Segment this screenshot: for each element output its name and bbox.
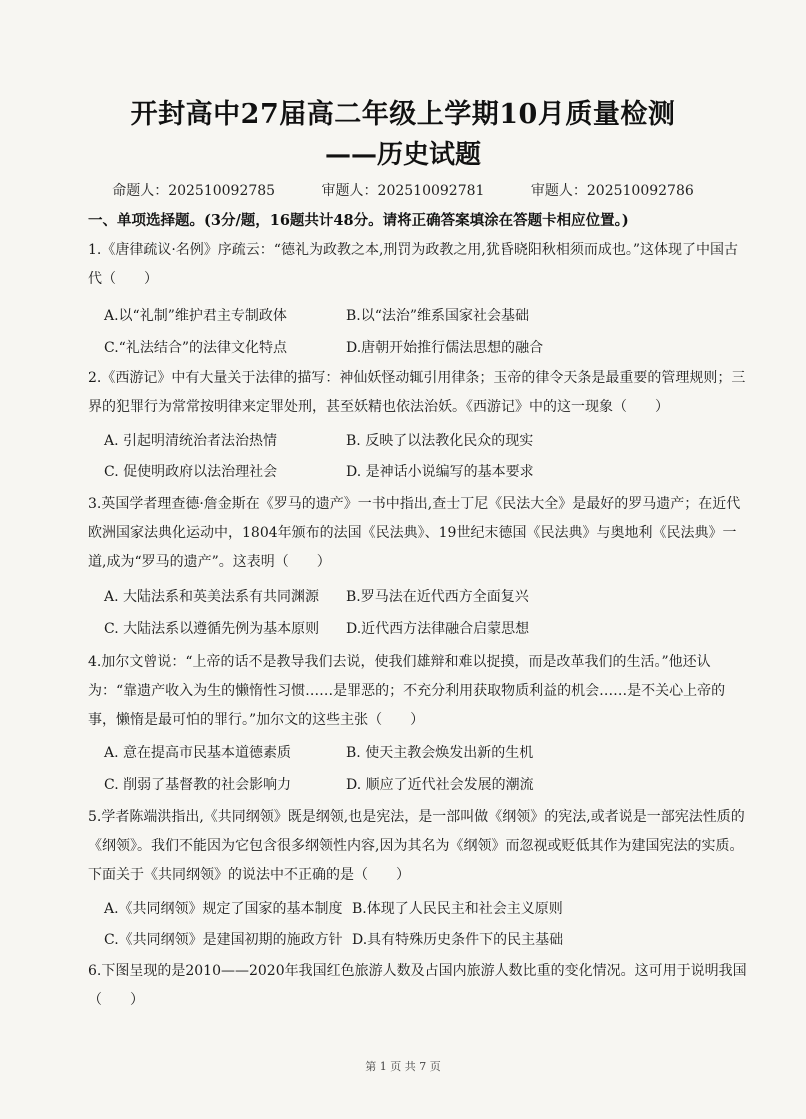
question-5-option-b[interactable]: B.体现了人民民主和社会主义原则: [352, 901, 563, 917]
question-3-option-c[interactable]: C. 大陆法系以遵循先例为基本原则: [104, 621, 320, 637]
question-4-stem: 4.加尔文曾说：“上帝的话不是教导我们去说，使我们雄辩和难以捉摸，而是改革我们的生活。”他还认为：“靠遗产收入为生的懒惰性习惯……是罪恶的；不充分利用获取物质利益的机会……是不关心上帝的事，懒惰是最可怕的罪行。”加尔文的这些主张（ ）: [88, 654, 726, 728]
question-5-option-c[interactable]: C.《共同纲领》是建国初期的施政方针: [104, 932, 343, 948]
question-4-option-a[interactable]: A. 意在提高市民基本道德素质: [104, 745, 292, 761]
author-line: [0, 180, 806, 200]
question-1-option-c[interactable]: C.“礼法结合”的法律文化特点: [104, 340, 287, 356]
question-2-option-a[interactable]: A. 引起明清统治者法治热情: [104, 433, 278, 449]
exam-title: 开封高中27届高二年级上学期10月质量检测: [130, 99, 676, 130]
question-2-option-b[interactable]: B. 反映了以法教化民众的现实: [346, 433, 534, 449]
question-2-stem: 2.《西游记》中有大量关于法律的描写：神仙妖怪动辄引用律条；玉帝的律令天条是最重要的管理规则；三界的犯罪行为常常按明律来定罪处刑，甚至妖精也依法治妖。《西游记》中的这一现象（ ）: [88, 370, 746, 415]
question-2-option-c[interactable]: C. 促使明政府以法治理社会: [104, 464, 278, 480]
section-heading: 一、单项选择题。(3分/题，16题共计48分。请将正确答案填涂在答题卡相应位置。): [88, 212, 629, 229]
question-3-option-d[interactable]: D.近代西方法律融合启蒙思想: [346, 621, 530, 637]
question-5-stem: 5.学者陈端洪指出,《共同纲领》既是纲领,也是宪法，是一部叫做《纲领》的宪法,或者说是一部宪法性质的《纲领》。我们不能因为它包含很多纲领性内容,因为其名为《纲领》而忽视或贬低其作为建国宪法的实质。下面关于《共同纲领》的说法中不正确的是（ ）: [88, 809, 745, 883]
question-3-option-a[interactable]: A. 大陆法系和英美法系有共同渊源: [104, 589, 320, 605]
author-reviewer-2: 审题人：202510092786: [530, 183, 694, 199]
question-4-option-b[interactable]: B. 使天主教会焕发出新的生机: [346, 745, 534, 761]
question-5-option-d[interactable]: D.具有特殊历史条件下的民主基础: [352, 932, 564, 948]
question-5-option-a[interactable]: A.《共同纲领》规定了国家的基本制度: [104, 901, 343, 917]
question-1-stem: 1.《唐律疏议·名例》序疏云：“德礼为政教之本,刑罚为政教之用,犹昏晓阳秋相须而成也。”这体现了中国古代（ ）: [88, 242, 739, 287]
question-6-stem: 6.下图呈现的是2010——2020年我国红色旅游人数及占国内旅游人数比重的变化情况。这可用于说明我国（ ）: [88, 963, 747, 1008]
author-setter: 命题人：202510092785: [112, 183, 276, 199]
question-1-option-b[interactable]: B.以“法治”维系国家社会基础: [346, 308, 530, 324]
author-reviewer-1: 审题人：202510092781: [321, 183, 485, 199]
question-4-option-c[interactable]: C. 削弱了基督教的社会影响力: [104, 777, 292, 793]
page-number: 第 1 页 共 7 页: [365, 1060, 441, 1073]
question-3-option-b[interactable]: B.罗马法在近代西方全面复兴: [346, 589, 529, 605]
question-1-option-d[interactable]: D.唐朝开始推行儒法思想的融合: [346, 340, 544, 356]
question-3-stem: 3.英国学者理查德·詹金斯在《罗马的遗产》一书中指出,查士丁尼《民法大全》是最好的罗马遗产；在近代欧洲国家法典化运动中，1804年颁布的法国《民法典》、19世纪末德国《民法典》与奥地利《民法典》一道,成为“罗马的遗产”。这表明（ ）: [88, 496, 741, 570]
question-1-option-a[interactable]: A.以“礼制”维护君主专制政体: [104, 308, 287, 324]
question-2-option-d[interactable]: D. 是神话小说编写的基本要求: [346, 464, 534, 480]
exam-subtitle: ——历史试题: [324, 140, 481, 170]
question-4-option-d[interactable]: D. 顺应了近代社会发展的潮流: [346, 777, 534, 793]
